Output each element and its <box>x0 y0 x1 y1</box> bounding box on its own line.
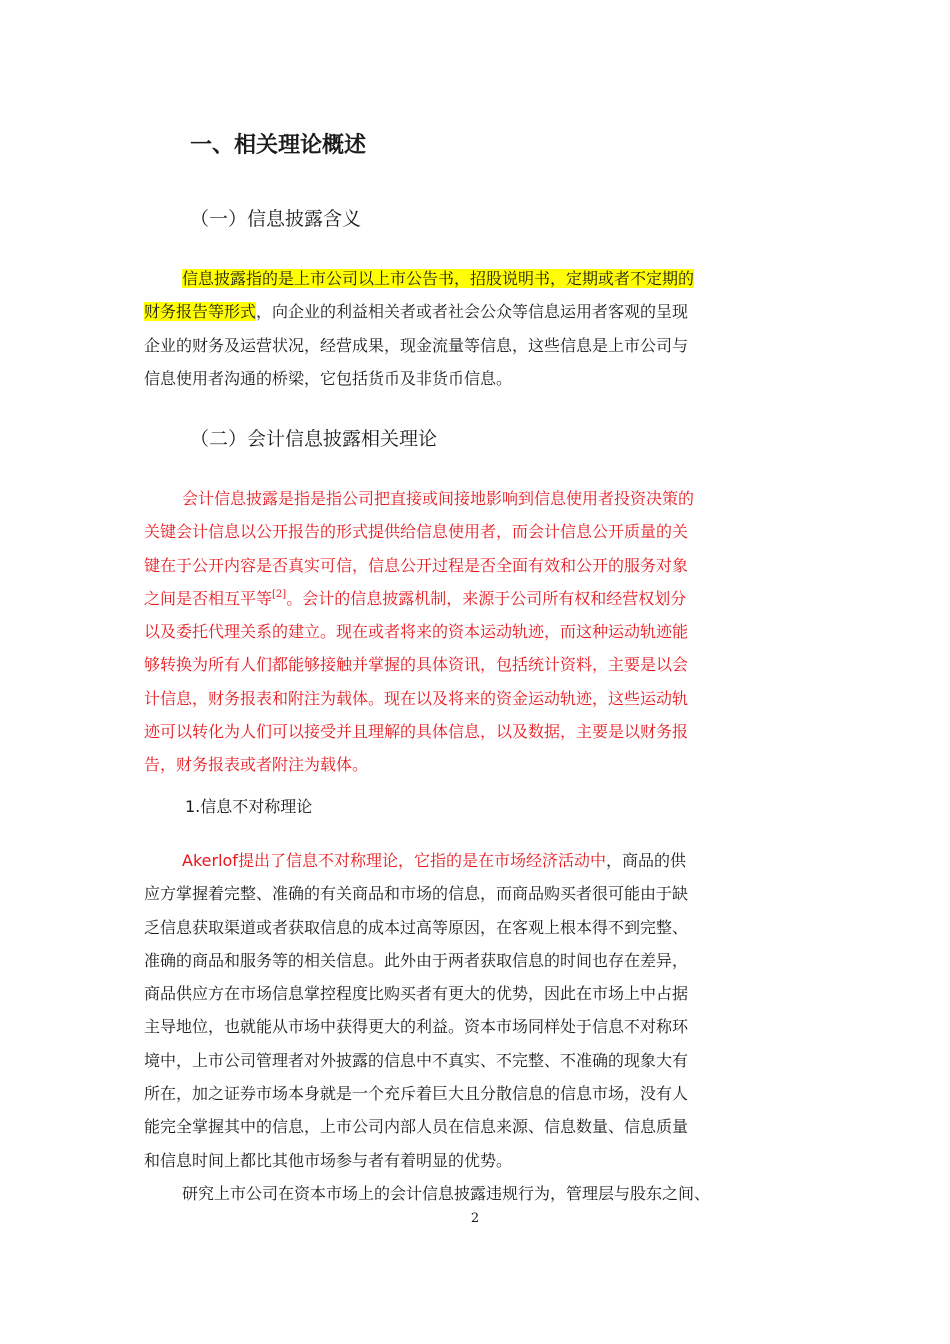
text-line: 计信息，财务报表和附注为载体。现在以及将来的资金运动轨迹，这些运动轨 <box>144 688 689 708</box>
text-line: 企业的财务及运营状况，经营成果，现金流量等信息，这些信息是上市公司与 <box>144 335 689 355</box>
subsection-title-2: （二）会计信息披露相关理论 <box>190 428 438 450</box>
text-line: 键在于公开内容是否真实可信，信息公开过程是否全面有效和公开的服务对象 <box>144 555 689 575</box>
theory-title: 1.信息不对称理论 <box>185 797 313 816</box>
highlighted-text: 信息披露指的是上市公司以上市公告书，招股说明书，定期或者不定期的 <box>182 269 695 288</box>
text-line: 研究上市公司在资本市场上的会计信息披露违规行为，管理层与股东之间、 <box>182 1183 711 1203</box>
text-run: ，向企业的利益相关者或者社会公众等信息运用者客观的呈现 <box>256 302 689 322</box>
text-line: 乏信息获取渠道或者获取信息的成本过高等原因，在客观上根本得不到完整、 <box>144 917 689 937</box>
paragraph-accounting-disclosure <box>144 482 814 782</box>
text-line: 会计信息披露是指是指公司把直接或间接地影响到信息使用者投资决策的 <box>182 489 695 508</box>
paragraph-disclosure-definition <box>144 262 814 395</box>
text-line: 所在，加之证券市场本身就是一个充斥着巨大且分散信息的信息市场，没有人 <box>144 1084 689 1104</box>
highlighted-text: 财务报告等形式 <box>144 302 257 322</box>
text-run: 之间是否相互平等 <box>144 588 273 608</box>
text-line: 信息使用者沟通的桥梁，它包括货币及非货币信息。 <box>144 368 513 388</box>
text-line: 和信息时间上都比其他市场参与者有着明显的优势。 <box>144 1150 513 1170</box>
text-line: 迹可以转化为人们可以接受并且理解的具体信息，以及数据，主要是以财务报 <box>144 722 689 742</box>
text-run: 。会计的信息披露机制，来源于公司所有权和经营权划分 <box>286 588 687 608</box>
text-run: 提出了信息不对称理论，它指的是在市场经济活动中 <box>237 851 606 870</box>
text-line: 能完全掌握其中的信息，上市公司内部人员在信息来源、信息数量、信息质量 <box>144 1117 689 1137</box>
text-line: 主导地位，也就能从市场中获得更大的利益。资本市场同样处于信息不对称环 <box>144 1017 689 1037</box>
text-line: 以及委托代理关系的建立。现在或者将来的资本运动轨迹，而这种运动轨迹能 <box>144 622 689 642</box>
section-title: 一、相关理论概述 <box>190 133 367 158</box>
subsection-title-1: （一）信息披露含义 <box>190 208 362 230</box>
text-line: 准确的商品和服务等的相关信息。此外由于两者获取信息的时间也存在差异， <box>144 950 689 970</box>
citation-superscript: [2] <box>272 588 287 600</box>
text-line: 应方掌握着完整、准确的有关商品和市场的信息，而商品购买者很可能由于缺 <box>144 884 689 904</box>
text-line: 关键会计信息以公开报告的形式提供给信息使用者，而会计信息公开质量的关 <box>144 522 689 542</box>
text-line: 境中，上市公司管理者对外披露的信息中不真实、不完整、不准确的现象大有 <box>144 1050 689 1070</box>
author-name: Akerlof <box>182 851 238 870</box>
text-run: ，商品的供 <box>605 851 686 870</box>
paragraph-information-asymmetry <box>144 844 814 1210</box>
text-line: 够转换为所有人们都能够接触并掌握的具体资讯，包括统计资料，主要是以会 <box>144 655 689 675</box>
text-line: 告，财务报表或者附注为载体。 <box>144 755 369 775</box>
text-line: 商品供应方在市场信息掌控程度比购买者有更大的优势，因此在市场上中占据 <box>144 984 689 1004</box>
page-number: 2 <box>470 1211 480 1226</box>
